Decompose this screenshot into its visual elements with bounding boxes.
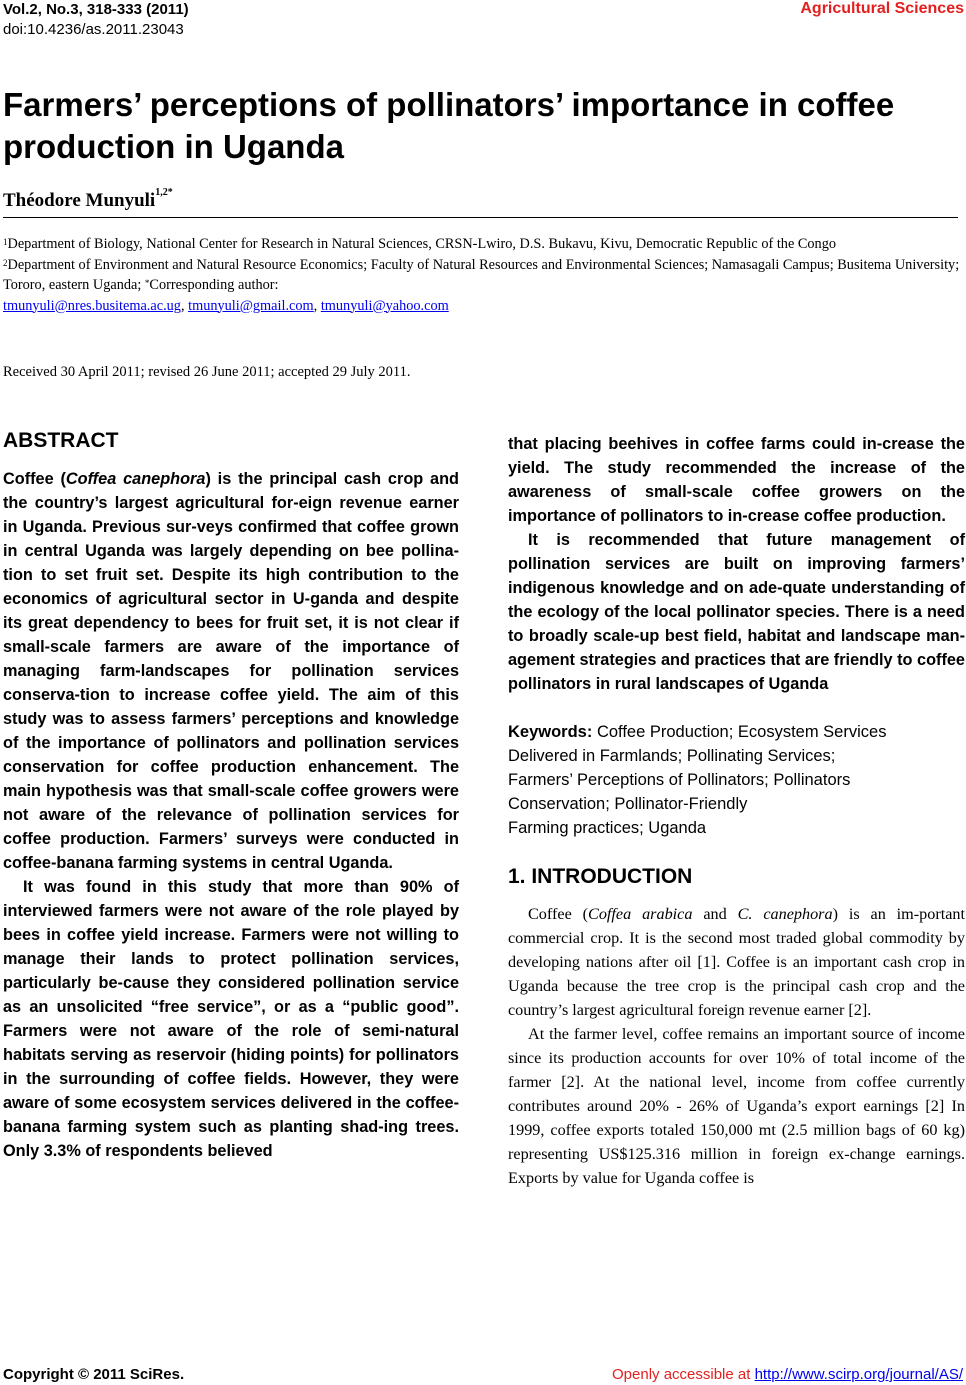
abstract-paragraph-3: It is recommended that future management of pollination services are built on improving farmers’ indigenous knowledge and on ade-quate understanding of the ecology of the local pollinator species. There is a need to broadly scale-up best field, habitat and landscape man-agement strategies and practices that are friendly to coffee pollinators in rural landscapes of Uganda	[508, 531, 965, 693]
abstract-paragraph-1	[3, 467, 459, 875]
affiliation-2	[3, 255, 965, 296]
affiliations	[3, 234, 965, 316]
keywords-line-2: Delivered in Farmlands; Pollinating Services;	[508, 747, 836, 765]
title-rule	[3, 217, 958, 218]
intro-text: Coffee (	[528, 905, 589, 923]
keywords-label: Keywords:	[508, 723, 593, 741]
access-text: Openly accessible at	[612, 1366, 755, 1383]
left-column	[3, 424, 459, 1163]
abstract-paragraph-2-continued: that placing beehives in coffee farms could in-crease the yield. The study recommended the increase of the awareness of small-scale coffee growers on the importance of pollinators to in-crease coffee production.	[508, 435, 965, 525]
keywords-text: Coffee Production; Ecosystem Services	[596, 723, 887, 741]
access-note	[612, 1366, 963, 1383]
journal-name: Agricultural Sciences	[800, 0, 964, 17]
paper-title: Farmers’ perceptions of pollinators’ importance in coffee production in Uganda	[3, 86, 895, 165]
email-line	[3, 296, 965, 317]
affiliation-1	[3, 234, 965, 255]
affiliation-1-mark: 1	[3, 237, 8, 247]
species-name: Coffea arabica	[588, 905, 693, 923]
introduction-paragraph-2: At the farmer level, coffee remains an important source of income since its production accounts for over 10% of total income of the farmer [2]. At the national level, income from coffee currently contributes around 20% - 26% of Uganda’s export earnings [2] In 1999, coffee exports totaled 150,000 mt (2.5 million bags of 60 kg) representing US$125.316 million in foreign ex-change earnings. Exports by value for Uganda coffee is	[508, 1025, 965, 1187]
keywords-line-3: Farmers’ Perceptions of Pollinators; Pollinators	[508, 771, 851, 789]
corresponding-label: Corresponding author:	[149, 277, 279, 293]
corresponding-mark: *	[144, 278, 150, 288]
introduction-paragraph-1	[508, 902, 965, 1022]
abstract-heading: ABSTRACT	[3, 429, 119, 452]
email-link-1[interactable]: tmunyuli@nres.busitema.ac.ug	[3, 297, 181, 314]
introduction-heading: 1. INTRODUCTION	[508, 865, 693, 888]
affiliation-2-text: Department of Environment and Natural Resource Economics; Faculty of Natural Resources and Environmental Sciences; Namasagali Campus; Busitema University; Tororo, eastern Uganda;	[3, 256, 960, 293]
email-separator: ,	[180, 297, 189, 314]
email-link-3[interactable]: tmunyuli@yahoo.com	[320, 297, 449, 314]
species-name: C. canephora	[737, 905, 833, 923]
right-column	[508, 432, 965, 1190]
abstract-text: ) is the principal cash crop and the country’s largest agricultural for-eign revenue earner in Uganda. Previous sur-veys confirmed that coffee grown in central Uganda was largely depending on bee pollina-tion to set fruit set. Despite its high contribution to the economics of agricultural sector in U-ganda and despite its great dependency to bees for fruit set, it is not clear if small-scale farmers are aware of the importance of managing farm-landscapes for pollination services conserva-tion to increase coffee yield. The aim of this study was to assess farmers’ perceptions and knowledge of the importance of pollinators and pollination services conservation for coffee production enhancement. The main hypothesis was that small-scale coffee growers were not aware of the relevance of pollination services for coffee production. Farmers’ surveys were conducted in coffee-banana farming systems in central Uganda.	[3, 470, 459, 872]
abstract-text: Coffee (	[3, 470, 66, 488]
intro-text: and	[692, 905, 738, 923]
affiliation-1-text: Department of Biology, National Center for Research in Natural Sciences, CRSN-Lwiro, D.S. Bukavu, Kivu, Democratic Republic of the Congo	[7, 236, 836, 252]
affiliation-2-mark: 2	[3, 257, 8, 268]
author-marks: 1,2*	[155, 187, 173, 198]
abstract-paragraph-2: It was found in this study that more than 90% of interviewed farmers were not aware of the role played by bees in coffee yield increase. Farmers were not willing to manage their lands to protect pollination services, particularly be-cause they considered pollination service as an unsolicited “free service”, or as a “public good”. Farmers were not aware of the role of semi-natural habitats serving as reservoir (hiding points) for pollinators in the surrounding of coffee fields. However, they were aware of some ecosystem services delivered in the coffee-banana farming system such as planting shad-ing trees. Only 3.3% of respondents believed	[3, 878, 459, 1160]
author	[3, 187, 173, 212]
email-link-2[interactable]: tmunyuli@gmail.com	[188, 297, 314, 314]
running-header	[3, 0, 189, 40]
received-dates: Received 30 April 2011; revised 26 June 2011; accepted 29 July 2011.	[3, 364, 411, 380]
author-name: Théodore Munyuli	[3, 190, 156, 211]
keywords	[508, 720, 965, 840]
doi: doi:10.4236/as.2011.23043	[3, 21, 184, 38]
email-separator: ,	[313, 297, 321, 314]
keywords-line-1	[508, 720, 965, 744]
volume-info: Vol.2, No.3, 318-333 (2011)	[3, 1, 189, 18]
species-name: Coffea canephora	[65, 470, 206, 488]
keywords-line-5: Farming practices; Uganda	[508, 819, 707, 837]
copyright: Copyright © 2011 SciRes.	[3, 1366, 185, 1383]
journal-url-link[interactable]: http://www.scirp.org/journal/AS/	[754, 1366, 963, 1383]
intro-text: ) is an im-portant commercial crop. It is the second most traded global commodity by developing nations after oil [1]. Coffee is an important cash crop in Uganda because the tree crop is the principal cash crop and the country’s largest agricultural foreign revenue earner [2].	[508, 905, 966, 1019]
keywords-line-4: Conservation; Pollinator-Friendly	[508, 795, 748, 813]
